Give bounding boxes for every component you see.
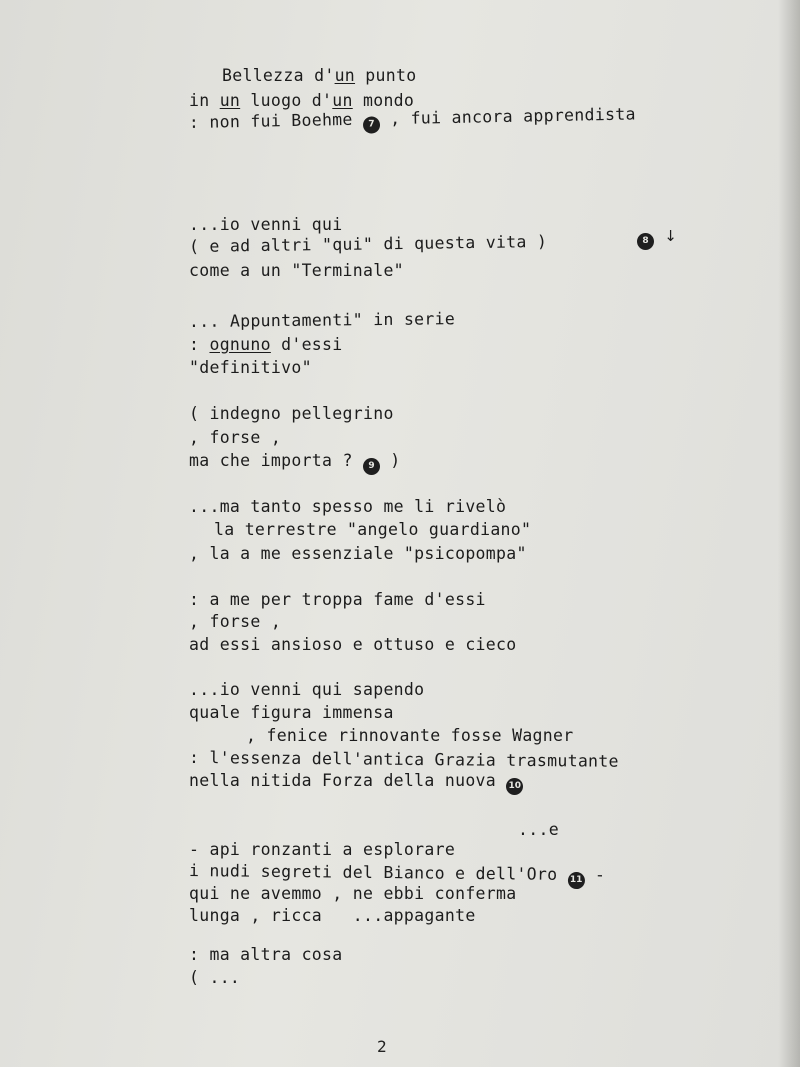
poem-line: ...io venni qui sapendo (189, 680, 425, 699)
poem-line: la terrestre "angelo guardiano" (214, 520, 532, 539)
poem-line: "definitivo" (189, 358, 312, 377)
poem-line: nella nitida Forza della nuova 10 (189, 771, 523, 795)
poem-line: qui ne avemmo , ne ebbi conferma (189, 884, 517, 903)
underlined-word: un (334, 66, 356, 85)
poem-line: : non fui Boehme 7 , fui ancora apprendista (188, 104, 636, 132)
poem-line: Bellezza d'un punto (222, 66, 417, 85)
footnote-marker: 8 (637, 233, 654, 250)
poem-line: ma che importa ? 9 ) (189, 451, 400, 475)
poem-line: ... Appuntamenti" in serie (188, 309, 456, 331)
poem-line: ad essi ansioso e ottuso e cieco (189, 635, 517, 654)
page-gutter-shadow (778, 0, 800, 1067)
poem-line: i nudi segreti del Bianco e dell'Oro 11 - (189, 861, 605, 889)
poem-line: in un luogo d'un mondo (189, 91, 415, 110)
footnote-marker: 11 (568, 872, 585, 889)
poem-line: : l'essenza dell'antica Grazia trasmutante (188, 748, 619, 771)
poem-line: , forse , (189, 428, 282, 447)
poem-line: ...e (518, 820, 559, 839)
footnote-marker: 9 (363, 458, 380, 475)
poem-line: : a me per troppa fame d'essi (189, 590, 486, 609)
poem-line: lunga , ricca ...appagante (189, 906, 476, 925)
poem-line: come a un "Terminale" (189, 261, 404, 280)
underlined-word: un (219, 91, 241, 110)
underlined-word: un (332, 91, 353, 110)
poem-line: - api ronzanti a esplorare (189, 840, 456, 859)
poem-line: quale figura immensa (189, 703, 394, 722)
poem-line: , fenice rinnovante fosse Wagner (246, 726, 574, 745)
footnote-marker-group (637, 226, 677, 250)
poem-line: ...ma tanto spesso me li rivelò (189, 497, 507, 516)
poem-line: : ma altra cosa (189, 945, 343, 964)
poem-line: : ognuno d'essi (189, 335, 343, 354)
underlined-word: ognuno (209, 335, 271, 354)
poem-line: ( ... (189, 968, 241, 987)
poem-line: , forse , (189, 612, 282, 631)
footnote-marker: 7 (363, 116, 380, 133)
footnote-marker: 10 (506, 778, 523, 795)
poem-line: , la a me essenziale "psicopompa" (189, 544, 527, 563)
poem-line: ( indegno pellegrino (189, 404, 394, 423)
page-number: 2 (377, 1037, 387, 1056)
poem-line: ( e ad altri "qui" di questa vita ) (188, 231, 548, 256)
arrow-down-icon: ↓ (664, 227, 678, 245)
poem-line: ...io venni qui (189, 215, 343, 234)
